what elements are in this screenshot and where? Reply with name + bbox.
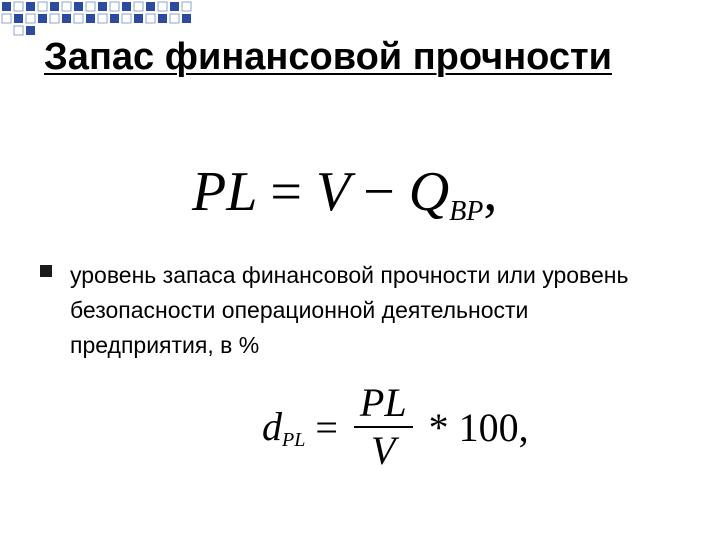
square-bullet-icon bbox=[40, 265, 52, 277]
formula-dpl-lhs bbox=[262, 403, 305, 452]
formula-pl-minus: − bbox=[363, 161, 395, 223]
fraction-denominator: V bbox=[371, 428, 396, 473]
formula-dpl-subscript: PL bbox=[282, 428, 306, 451]
formula-dpl bbox=[262, 380, 529, 480]
formula-dpl-fraction bbox=[354, 380, 413, 474]
bullet-text: уровень запаса финансовой прочности или уровень безопасности операционной деятельности предприятия, в % bbox=[70, 262, 629, 358]
formula-pl bbox=[192, 160, 497, 228]
formula-pl-equals: = bbox=[270, 161, 302, 223]
formula-dpl-d: d bbox=[262, 403, 282, 449]
page-title: Запас финансовой прочности bbox=[44, 36, 612, 78]
fraction-numerator: PL bbox=[359, 380, 407, 425]
formula-pl-q: Q bbox=[408, 161, 450, 223]
formula-pl-lhs: PL bbox=[192, 161, 257, 223]
formula-pl-v: V bbox=[315, 161, 350, 223]
formula-pl-q-subscript: BP bbox=[449, 196, 484, 227]
formula-dpl-equals: = bbox=[315, 404, 338, 450]
decorative-squares bbox=[0, 0, 200, 40]
formula-pl-comma: , bbox=[483, 161, 498, 223]
formula-dpl-multiplier: * 100, bbox=[428, 404, 529, 450]
